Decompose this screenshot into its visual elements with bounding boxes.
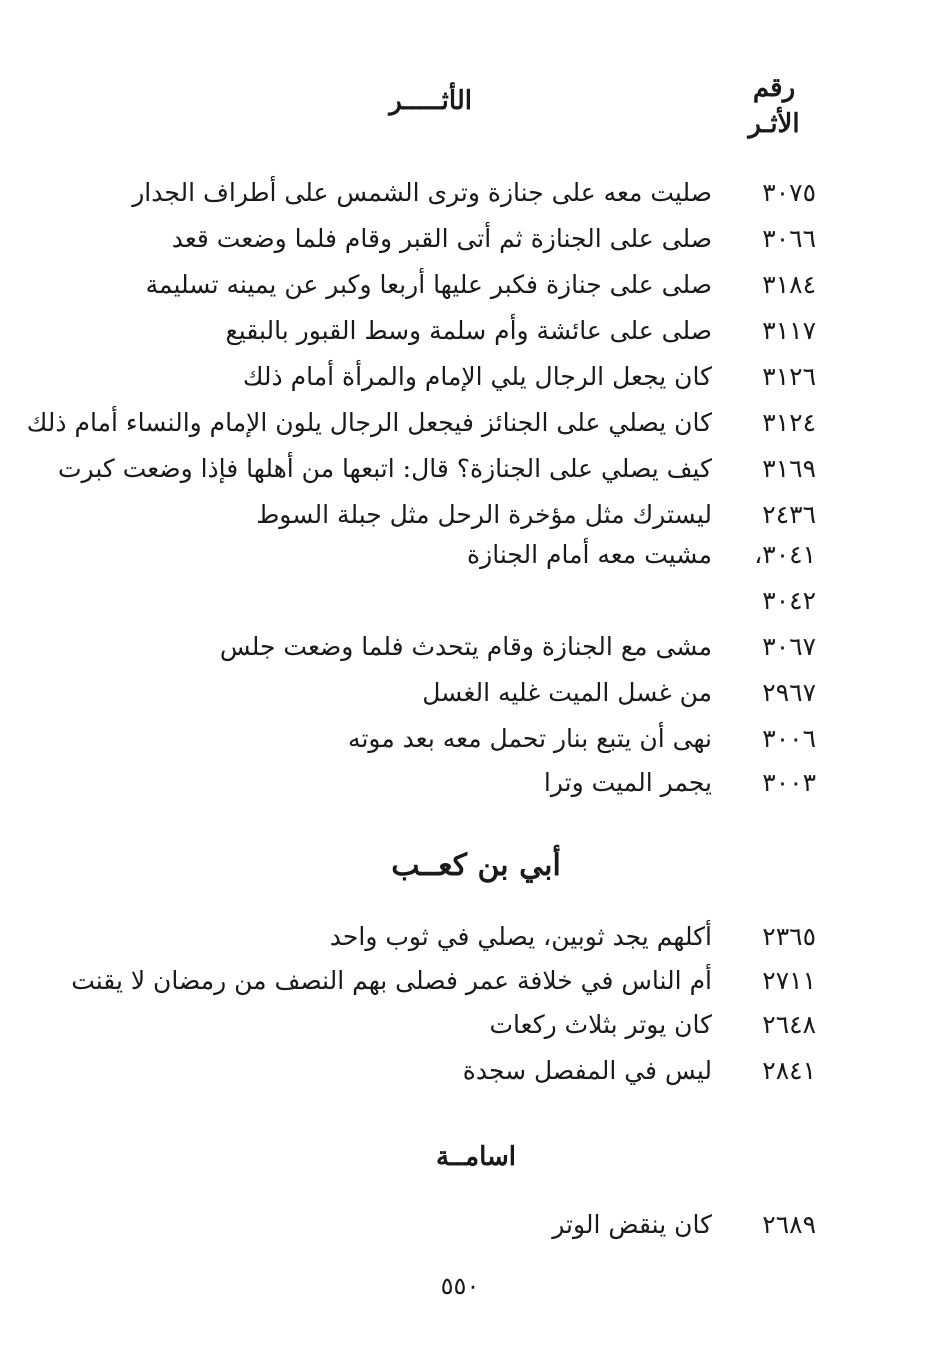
list-item — [0, 922, 952, 962]
item-number: ٣٠٠٣ — [762, 768, 816, 797]
item-number: ٣١٦٩ — [762, 454, 816, 483]
list-item — [0, 1210, 952, 1250]
list-item — [0, 966, 952, 1006]
list-item — [0, 540, 952, 580]
item-number: ٢٦٤٨ — [762, 1010, 816, 1039]
item-number: ٣١٨٤ — [762, 270, 816, 299]
item-text: أكلهم يجد ثوبين، يصلي في ثوب واحد — [329, 922, 712, 951]
item-number: ٣١٢٦ — [762, 362, 816, 391]
item-number: ٣٠٧٥ — [762, 178, 816, 207]
page-number: ٥٥٠ — [440, 1272, 480, 1300]
item-number: ٣٠٤٢ — [762, 586, 816, 615]
item-text: أم الناس في خلافة عمر فصلى بهم النصف من رمضان لا يقنت — [71, 966, 712, 995]
item-text: نهى أن يتبع بنار تحمل معه بعد موته — [348, 724, 712, 753]
item-text: مشيت معه أمام الجنازة — [467, 540, 712, 569]
item-text: صلى على الجنازة ثم أتى القبر وقام فلما وضعت قعد — [171, 224, 712, 253]
item-text: صلى على جنازة فكبر عليها أربعا وكبر عن يمينه تسليمة — [145, 270, 712, 299]
item-text: كان يصلي على الجنائز فيجعل الرجال يلون الإمام والنساء أمام ذلك — [26, 408, 712, 437]
item-number: ٢٧١١ — [762, 966, 816, 995]
item-number: ٢٩٦٧ — [762, 678, 816, 707]
item-number: ٢٨٤١ — [762, 1056, 816, 1085]
item-number: ٣٠٤١، — [754, 540, 816, 569]
item-number: ٣٠٠٦ — [762, 724, 816, 753]
item-text: كان يجعل الرجال يلي الإمام والمرأة أمام ذلك — [242, 362, 712, 391]
list-item — [0, 586, 952, 626]
list-item — [0, 500, 952, 540]
item-text: كان ينقض الوتر — [552, 1210, 712, 1239]
item-text: ليس في المفصل سجدة — [462, 1056, 712, 1085]
list-item — [0, 270, 952, 310]
column-header-text: الأثـــــر — [389, 86, 472, 116]
column-header-number: رقم الأثـر — [748, 73, 800, 139]
item-number: ٢٦٨٩ — [762, 1210, 816, 1239]
list-item — [0, 316, 952, 356]
list-item — [0, 678, 952, 718]
item-text: ليسترك مثل مؤخرة الرحل مثل جبلة السوط — [256, 500, 712, 529]
section-title: اسامــة — [435, 1142, 517, 1172]
item-text: يجمر الميت وترا — [543, 768, 712, 797]
item-text: صلى على عائشة وأم سلمة وسط القبور بالبقيع — [225, 316, 712, 345]
item-text: كان يوتر بثلاث ركعات — [489, 1010, 712, 1039]
list-item — [0, 632, 952, 672]
list-item — [0, 408, 952, 448]
item-text: من غسل الميت غليه الغسل — [422, 678, 712, 707]
item-number: ٣٠٦٧ — [762, 632, 816, 661]
list-item — [0, 1010, 952, 1050]
section-title: أبي بن كعــب — [391, 848, 561, 883]
item-number: ٣٠٦٦ — [762, 224, 816, 253]
item-number: ٢٤٣٦ — [762, 500, 816, 529]
list-item — [0, 454, 952, 494]
item-text: صليت معه على جنازة وترى الشمس على أطراف الجدار — [132, 178, 712, 207]
item-text: كيف يصلي على الجنازة؟ قال: اتبعها من أهلها فإذا وضعت كبرت — [58, 454, 712, 483]
item-number: ٢٣٦٥ — [762, 922, 816, 951]
list-item — [0, 768, 952, 808]
item-number: ٣١١٧ — [762, 316, 816, 345]
list-item — [0, 362, 952, 402]
item-text: مشى مع الجنازة وقام يتحدث فلما وضعت جلس — [219, 632, 712, 661]
list-item — [0, 178, 952, 218]
list-item — [0, 1056, 952, 1096]
list-item — [0, 724, 952, 764]
list-item — [0, 224, 952, 264]
item-number: ٣١٢٤ — [762, 408, 816, 437]
